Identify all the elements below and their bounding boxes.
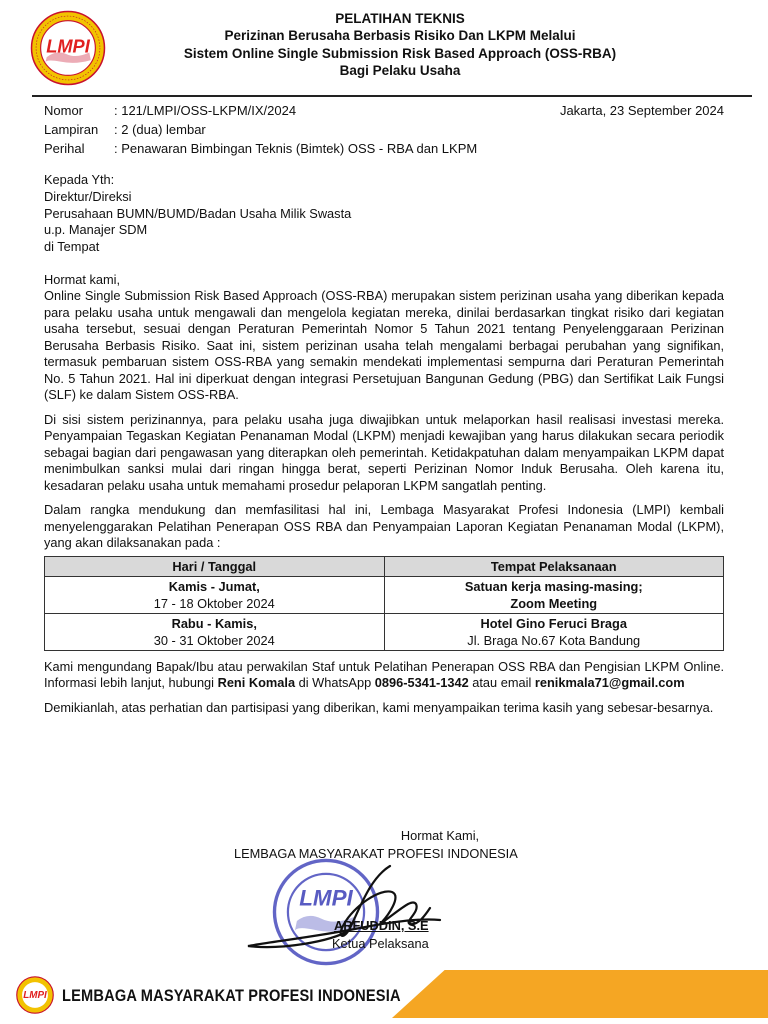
address-line: Kepada Yth: (44, 172, 115, 187)
meta-perihal-value: : Penawaran Bimbingan Teknis (Bimtek) OSS - RBA dan LKPM (114, 141, 478, 156)
table-row (45, 576, 724, 613)
header-title: PELATIHAN TEKNIS (335, 11, 465, 26)
footer-org-name: LEMBAGA MASYARAKAT PROFESI INDONESIA (62, 986, 401, 1005)
schedule-day: Kamis - Jumat, (168, 578, 260, 594)
signer-title: Ketua Pelaksana (332, 936, 429, 951)
header-subtitle-1: Perizinan Berusaha Berbasis Risiko Dan LKPM Melalui (224, 28, 576, 43)
meta-lampiran-value: : 2 (dua) lembar (114, 122, 206, 137)
schedule-table (44, 556, 724, 651)
svg-text:LMPI: LMPI (46, 35, 90, 57)
paragraph-2: Di sisi sistem perizinannya, para pelaku usaha juga diwajibkan untuk melaporkan hasil realisasi investasi mereka. Penyampaian Tegaskan Kegiatan Penanaman Modal (LKPM) menjadi kewajiban yang harus dilakukan secara periodik sebagai bagian dari pengawasan yang diterapkan oleh pemerintah. Ketidakpatuhan dalam menyampaikan LKPM dapat menimbulkan sanksi mulai dari ringan hingga berat, seperti Perizinan Nomor Induk Berusaha. Oleh karena itu, kesadaran pelaku usaha untuk memahami prosedur pelaporan LKPM sangatlah penting. (44, 411, 724, 493)
contact-email[interactable]: renikmala71@gmail.com (534, 675, 685, 691)
table-cell-date (45, 576, 385, 613)
column-header: Tempat Pelaksanaan (384, 556, 724, 576)
contact-phone[interactable]: 0896-5341-1342 (374, 675, 469, 691)
signer-name: ARFUDDIN, S.E (334, 918, 429, 933)
paragraph-5: Demikianlah, atas perhatian dan partisipasi yang diberikan, kami menyampaikan terima kasih yang sebesar-besarnya. (44, 699, 714, 715)
closing-greeting: Hormat Kami, (400, 828, 480, 843)
address-line: Direktur/Direksi (44, 188, 132, 204)
schedule-place-detail: Zoom Meeting (510, 595, 598, 611)
letter-header (110, 10, 690, 80)
table-cell-place (384, 613, 724, 650)
meta-lampiran (44, 120, 724, 139)
paragraph-1: Online Single Submission Risk Based Approach (OSS-RBA) merupakan sistem perizinan usaha yang diberikan kepada para pelaku usaha untuk mengawali dan mengelola kegiatan mereka, dinilai berdasarkan tingkat risiko dari kegiatan usaha tersebut, sesuai dengan Peraturan Pemerintah Nomor 5 Tahun 2021 tentang Penyelenggaraan Perizinan Berusaha Berbasis Risiko. Saat ini, sistem perizinan usaha telah mengalami berbagai perubahan yang signifikan, termasuk pembaruan sistem OSS-RBA yang semakin mendekati implementasi sempurna dari Peraturan Pemerintah No. 5 Tahun 2021. Hal ini diperkuat dengan integrasi Persetujuan Bangunan Gedung (PBG) dan Sertifikat Laik Fungsi (SLF) ke dalam Sistem OSS-RBA. (44, 288, 724, 403)
svg-text:LMPI: LMPI (23, 990, 47, 1002)
schedule-place: Hotel Gino Feruci Braga (480, 615, 627, 631)
letter-body (44, 172, 724, 716)
header-divider (32, 95, 752, 97)
header-subtitle-3: Bagi Pelaku Usaha (339, 63, 461, 78)
paragraph-4 (44, 659, 724, 692)
closing-org: LEMBAGA MASYARAKAT PROFESI INDONESIA (234, 846, 518, 861)
invite-text: di WhatsApp (295, 675, 375, 691)
table-cell-place (384, 576, 724, 613)
meta-nomor-label: Nomor (44, 103, 84, 118)
schedule-place: Satuan kerja masing-masing; (464, 578, 643, 594)
greeting: Hormat kami, (44, 271, 121, 287)
contact-name: Reni Komala (217, 675, 296, 691)
lmpi-logo (30, 10, 106, 86)
letter-meta (44, 101, 724, 158)
meta-perihal (44, 139, 724, 158)
svg-text:LMPI: LMPI (299, 885, 353, 911)
table-row (45, 613, 724, 650)
meta-perihal-label: Perihal (44, 141, 85, 156)
address-line: u.p. Manajer SDM (44, 222, 148, 238)
letter-footer (0, 962, 768, 1024)
schedule-date: 30 - 31 Oktober 2024 (153, 632, 275, 648)
schedule-day: Rabu - Kamis, (171, 615, 257, 631)
table-cell-date (45, 613, 385, 650)
address-line: Perusahaan BUMN/BUMD/Badan Usaha Milik Swasta (44, 205, 352, 221)
paragraph-3: Dalam rangka mendukung dan memfasilitasi hal ini, Lembaga Masyarakat Profesi Indonesia (LMPI) kembali menyelenggarakan Pelatihan Penerapan OSS RBA dan Penyampaian Laporan Kegiatan Penanaman Modal (LKPM), yang akan dilaksanakan pada : (44, 502, 724, 551)
schedule-place-detail: Jl. Braga No.67 Kota Bandung (467, 632, 641, 648)
address-line: di Tempat (44, 239, 100, 255)
invite-text: atau email (468, 675, 535, 691)
footer-accent-band (392, 970, 768, 1018)
invite-text: Kami mengundang Bapak/Ibu atau perwakilan Staf untuk Pelatihan Penerapan OSS RBA dan Pengisian LKPM Online. Informasi lebih lanjut, hubungi (44, 658, 724, 691)
meta-lampiran-label: Lampiran (44, 122, 99, 137)
meta-nomor-value: : 121/LMPI/OSS-LKPM/IX/2024 (114, 103, 297, 118)
column-header: Hari / Tanggal (45, 556, 385, 576)
lmpi-logo-small (16, 976, 54, 1014)
header-subtitle-2: Sistem Online Single Submission Risk Based Approach (OSS-RBA) (183, 45, 617, 61)
table-header-row (45, 556, 724, 576)
recipient-address (44, 172, 724, 256)
schedule-date: 17 - 18 Oktober 2024 (153, 595, 275, 611)
letter-date: Jakarta, 23 September 2024 (559, 103, 724, 118)
